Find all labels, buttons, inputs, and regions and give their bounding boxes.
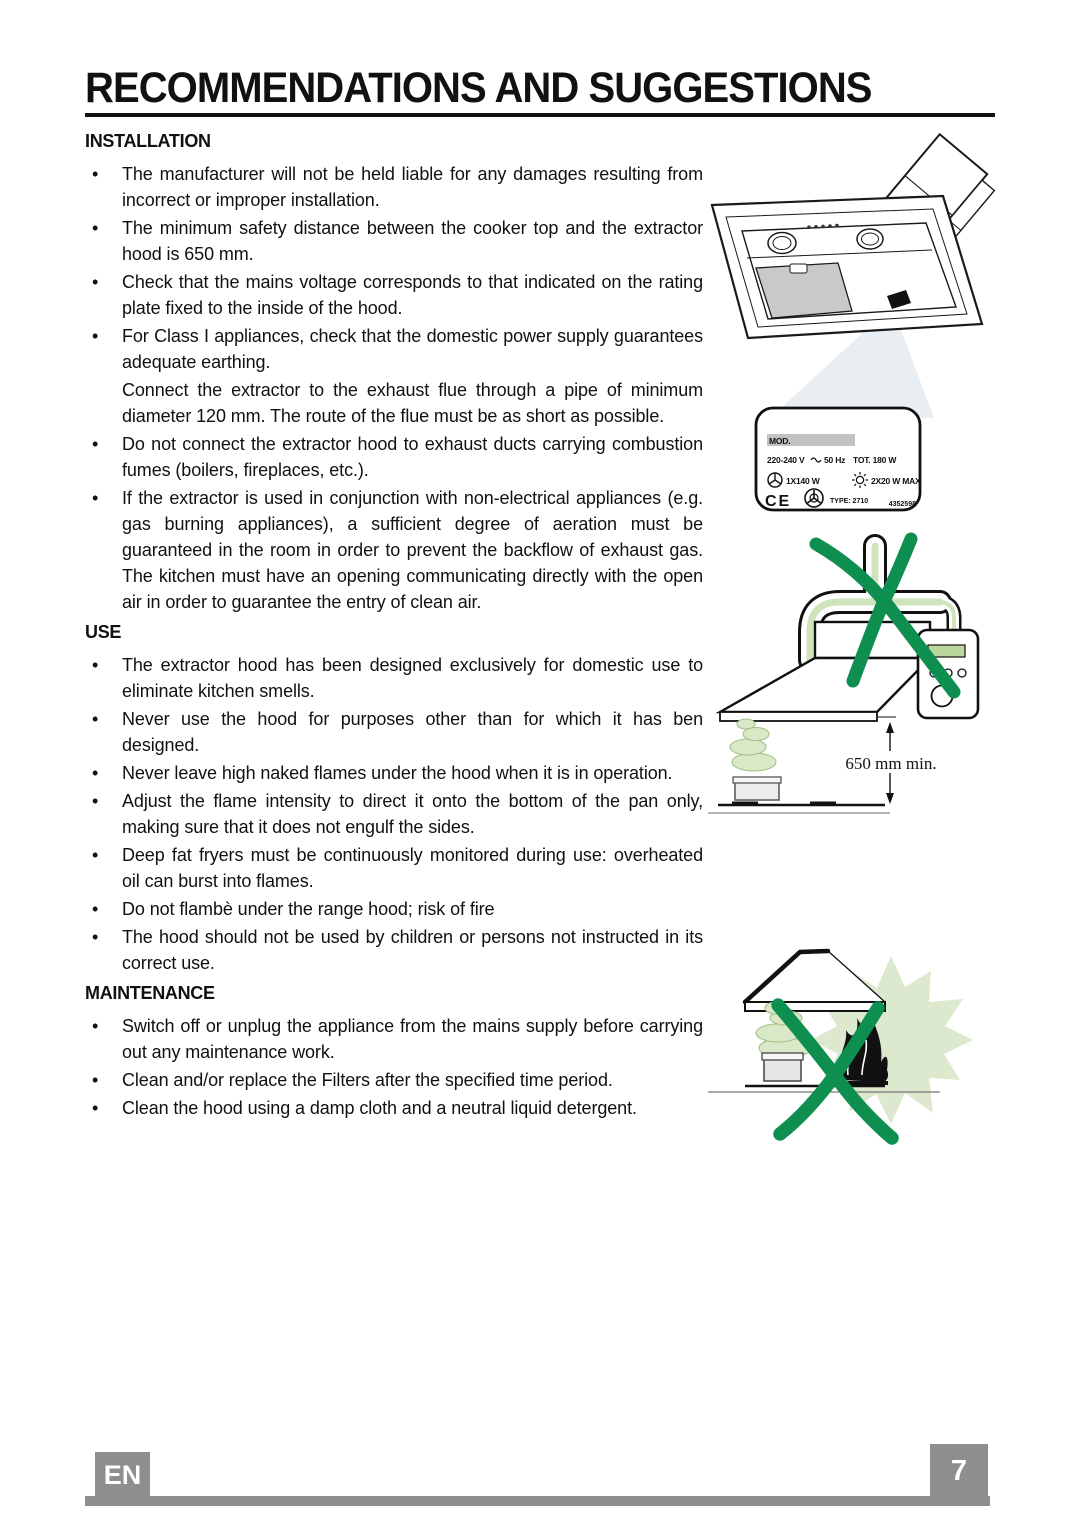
item-text: The manufacturer will not be held liable for any damages resulting from incorrect or improper installation.: [122, 164, 703, 210]
item-text: Never leave high naked flames under the hood when it is in operation.: [122, 763, 673, 783]
bullet-marker: •: [92, 1070, 99, 1090]
list-item: [85, 760, 703, 786]
language-tab: EN: [95, 1452, 150, 1498]
item-text: Connect the extractor to the exhaust flue through a pipe of minimum diameter 120 mm. The route of the flue must be as short as possible.: [122, 380, 703, 426]
list-item: [85, 924, 703, 976]
list-item: [85, 1095, 703, 1121]
text-column: [85, 124, 703, 1123]
list-item: [85, 706, 703, 758]
bullet-marker: •: [92, 899, 99, 919]
section-heading: MAINTENANCE: [85, 983, 215, 1003]
bullet-marker: •: [92, 709, 99, 729]
bullet-marker: •: [92, 218, 99, 238]
min-distance-label: 650 mm min.: [845, 754, 937, 773]
list-item: [85, 269, 703, 321]
list-item: [85, 215, 703, 267]
list-item: [85, 431, 703, 483]
pot: [762, 1053, 803, 1081]
bullet-marker: •: [92, 927, 99, 947]
item-text: Switch off or unplug the appliance from the mains supply before carrying out any maintenance work.: [122, 1016, 703, 1062]
hood-figure: [712, 134, 999, 418]
bullet-marker: •: [92, 1016, 99, 1036]
section-heading: USE: [85, 622, 122, 642]
bullet-marker: •: [92, 434, 99, 454]
item-text: Clean the hood using a damp cloth and a neutral liquid detergent.: [122, 1098, 637, 1118]
item-text: The hood should not be used by children or persons not instructed in its correct use.: [122, 927, 703, 973]
plate-mod: MOD.: [769, 436, 791, 446]
list-item: [85, 1067, 703, 1093]
plate-frequency: 50 Hz: [824, 455, 846, 465]
steam-icon: [730, 719, 776, 771]
bullet-marker: •: [92, 763, 99, 783]
no-flambe-figure: [708, 951, 973, 1138]
list-item: [85, 485, 703, 615]
bullet-marker: •: [92, 272, 99, 292]
bullet-marker: [85, 377, 122, 429]
bullet-marker: •: [92, 164, 99, 184]
item-text: For Class I appliances, check that the domestic power supply guarantees adequate earthing.: [122, 326, 703, 372]
item-text: Never use the hood for purposes other than for which it has ben designed.: [122, 709, 703, 755]
item-text: Adjust the flame intensity to direct it onto the bottom of the pan only, making sure that it does not engulf the sides.: [122, 791, 703, 837]
item-text: The minimum safety distance between the cooker top and the extractor hood is 650 mm.: [122, 218, 703, 264]
list-item: [85, 377, 703, 429]
bullet-marker: •: [92, 791, 99, 811]
list-item: [85, 323, 703, 375]
item-text: Clean and/or replace the Filters after the specified time period.: [122, 1070, 613, 1090]
item-text: Do not flambè under the range hood; risk of fire: [122, 899, 495, 919]
list-item: [85, 1013, 703, 1065]
rating-plate-figure: [756, 408, 921, 510]
section-heading: INSTALLATION: [85, 131, 211, 151]
item-text: If the extractor is used in conjunction with non-electrical appliances (e.g. gas burning appliances), a sufficient degree of aeration must be guaranteed in the room in order to prevent the backflow of exhaust gas. The kitchen must have an opening communicating directly with the open air in order to guarantee the entry of clean air.: [122, 488, 703, 612]
list-item: [85, 842, 703, 894]
illustrations-svg: [690, 100, 1010, 1160]
item-text: Check that the mains voltage corresponds to that indicated on the rating plate fixed to the inside of the hood.: [122, 272, 703, 318]
bullet-marker: •: [92, 326, 99, 346]
pot: [733, 777, 781, 800]
item-text: Deep fat fryers must be continuously monitored during use: overheated oil can burst into flames.: [122, 845, 703, 891]
list-item: [85, 788, 703, 840]
bullet-marker: •: [92, 655, 99, 675]
no-flue-connection-figure: [708, 539, 978, 813]
list-item: [85, 896, 703, 922]
ce-mark: CE: [765, 493, 792, 510]
plate-lamp-power: 2X20 W MAX: [871, 476, 921, 486]
item-text: The extractor hood has been designed exclusively for domestic use to eliminate kitchen smells.: [122, 655, 703, 701]
hood-canopy: [745, 951, 885, 1002]
hood-canopy: [720, 658, 930, 712]
plate-motor-power: 1X140 W: [786, 476, 820, 486]
item-text: Do not connect the extractor hood to exhaust ducts carrying combustion fumes (boilers, fireplaces, etc.).: [122, 434, 703, 480]
plate-code: 4352598: [888, 501, 916, 508]
footer-bar: [85, 1496, 990, 1506]
page-title: RECOMMENDATIONS AND SUGGESTIONS: [85, 64, 872, 112]
page-number: 7: [930, 1444, 988, 1499]
plate-type: TYPE: 2710: [830, 498, 869, 505]
list-item: [85, 652, 703, 704]
list-item: [85, 161, 703, 213]
plate-voltage: 220-240 V: [767, 455, 805, 465]
bullet-marker: •: [92, 488, 99, 508]
bullet-marker: •: [92, 1098, 99, 1118]
plate-total-power: TOT. 180 W: [853, 455, 897, 465]
bullet-marker: •: [92, 845, 99, 865]
